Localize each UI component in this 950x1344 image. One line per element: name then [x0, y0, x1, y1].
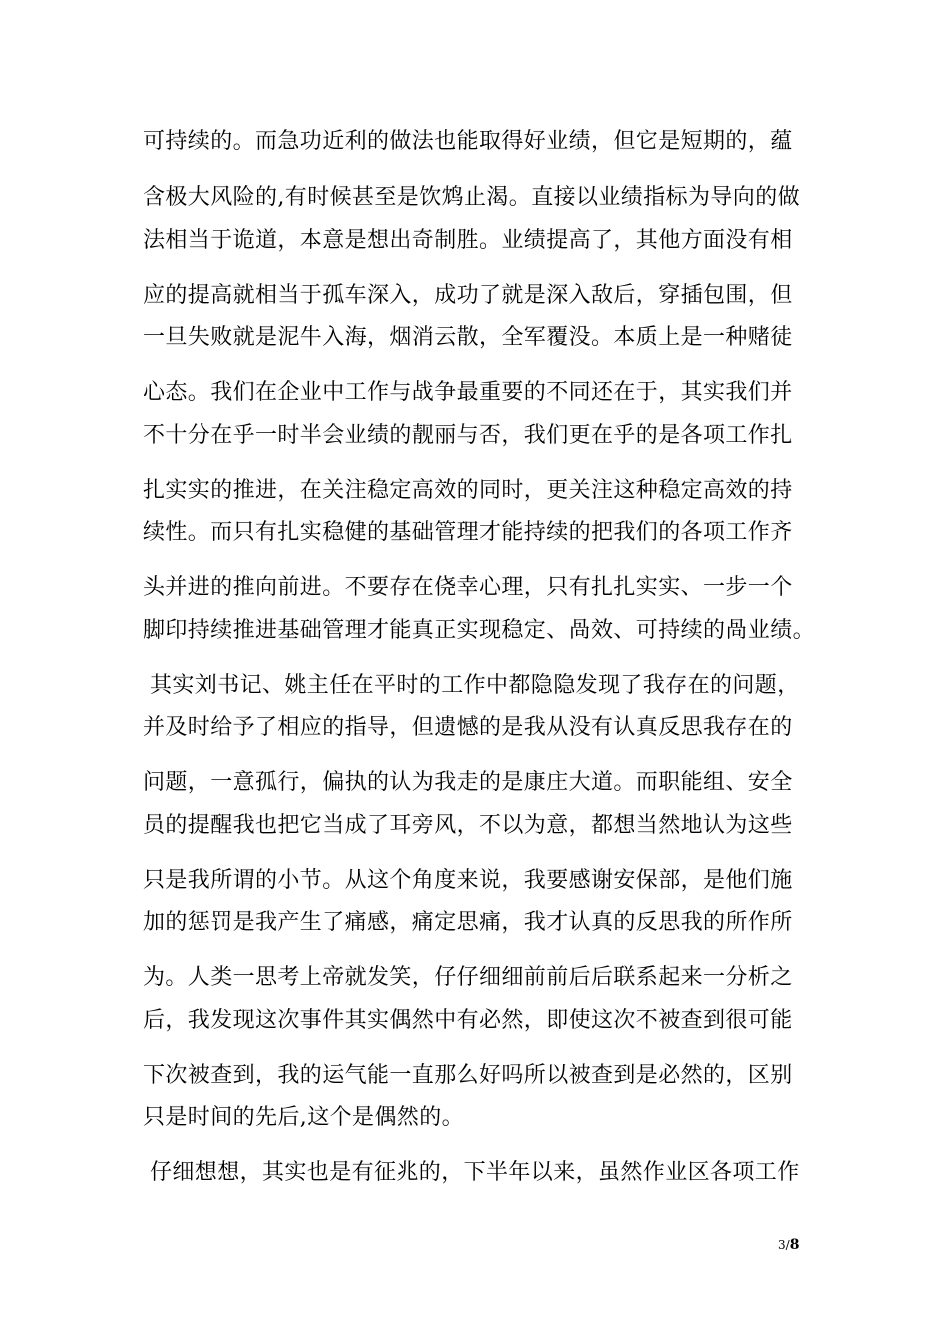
text-line: 一旦失败就是泥牛入海，烟消云散，全军覆没。本质上是一种赌徒	[143, 325, 793, 350]
text-line: 加的惩罚是我产生了痛感，痛定思痛，我才认真的反思我的所作所	[143, 910, 793, 935]
page-number	[778, 1237, 799, 1253]
text-line: 应的提高就相当于孤车深入，成功了就是深入敌后，穿插包围，但	[143, 283, 793, 308]
text-line: 扎实实的推进，在关注稳定高效的同时，更关注这种稳定高效的持	[143, 478, 793, 503]
text-line: 问题，一意孤行，偏执的认为我走的是康庄大道。而职能组、安全	[143, 770, 793, 795]
page-number-current: 3/	[778, 1238, 790, 1252]
text-line: 心态。我们在企业中工作与战争最重要的不同还在于，其实我们并	[143, 380, 793, 405]
text-line: 后，我发现这次事件其实偶然中有必然，即使这次不被查到很可能	[143, 1008, 793, 1033]
text-line: 下次被查到，我的运气能一直那么好吗所以被查到是必然的，区别	[143, 1063, 793, 1088]
text-line: 不十分在乎一时半会业绩的靓丽与否，我们更在乎的是各项工作扎	[143, 423, 793, 448]
text-line: 脚印持续推进基础管理才能真正实现稳定、咼效、可持续的咼业绩。	[143, 618, 816, 643]
text-line: 可持续的。而急功近利的做法也能取得好业绩，但它是短期的，蕴	[143, 129, 793, 154]
text-line: 员的提醒我也把它当成了耳旁风，不以为意，都想当然地认为这些	[143, 813, 793, 838]
page-number-total: 8	[789, 1237, 800, 1253]
text-line: 只是时间的先后,这个是偶然的。	[143, 1105, 464, 1130]
text-line: 并及时给予了相应的指导，但遗憾的是我从没有认真反思我存在的	[143, 715, 793, 740]
text-line: 仔细想想，其实也是有征兆的，下半年以来，虽然作业区各项工作	[150, 1160, 800, 1185]
text-line: 续性。而只有扎实稳健的基础管理才能持续的把我们的各项工作齐	[143, 520, 793, 545]
text-line: 只是我所谓的小节。从这个角度来说，我要感谢安保部，是他们施	[143, 868, 793, 893]
text-line: 为。人类一思考上帝就发笑，仔仔细细前前后后联系起来一分析之	[143, 965, 793, 990]
text-line: 含极大风险的,有时候甚至是饮鸩止渴。直接以业绩指标为导向的做	[143, 185, 800, 210]
text-line: 法相当于诡道，本意是想出奇制胜。业绩提高了，其他方面没有相	[143, 228, 793, 253]
text-line: 其实刘书记、姚主任在平时的工作中都隐隐发现了我存在的问题，	[150, 673, 800, 698]
text-line: 头并进的推向前进。不要存在侥幸心理，只有扎扎实实、一步一个	[143, 575, 793, 600]
